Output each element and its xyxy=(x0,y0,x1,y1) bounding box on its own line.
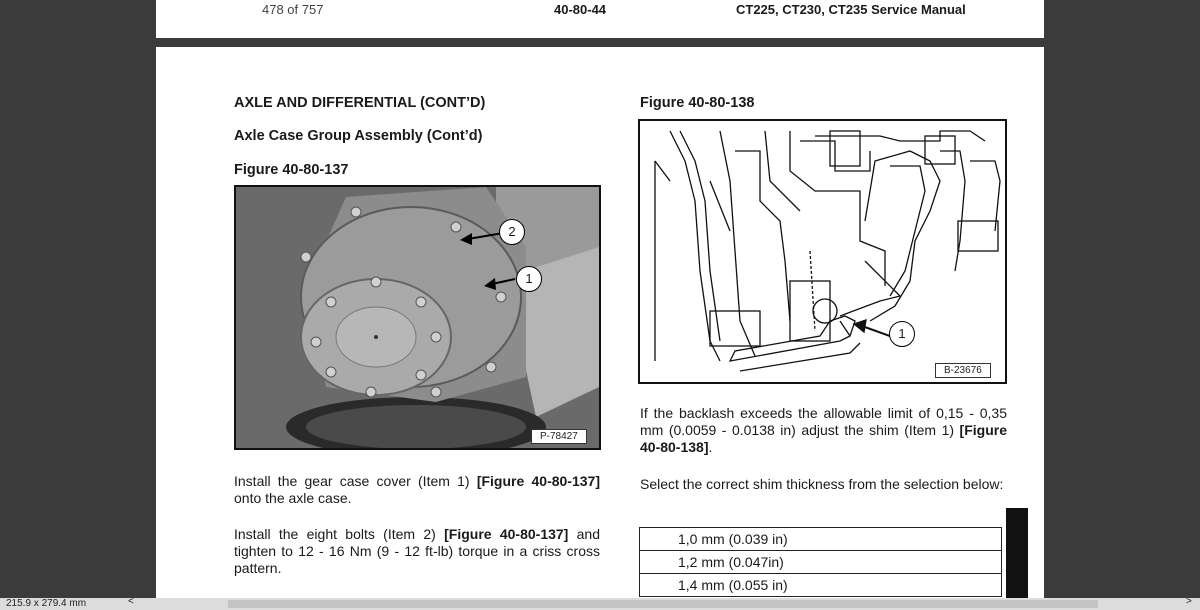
axle-photo-graphic xyxy=(236,187,599,448)
figure-reference: [Figure 40-80-137] xyxy=(476,473,600,489)
section-heading: AXLE AND DIFFERENTIAL (CONT’D) xyxy=(234,95,486,111)
figure-reference: [Figure 40-80-137] xyxy=(444,526,569,542)
page-header xyxy=(156,0,1044,38)
manual-title: CT225, CT230, CT235 Service Manual xyxy=(736,2,966,17)
para-text: . xyxy=(708,439,713,455)
page-counter: 478 of 757 xyxy=(262,2,324,17)
figure-138-caption: Figure 40-80-138 xyxy=(640,95,755,111)
select-shim-paragraph: Select the correct shim thickness from the selection below: xyxy=(640,476,1004,492)
section-number: 40-80-44 xyxy=(554,2,607,17)
callout-1: 1 xyxy=(889,321,915,347)
figure-137-photo xyxy=(234,185,601,450)
table-cell: 1,0 mm (0.039 in) xyxy=(640,528,1002,551)
scroll-left-arrow[interactable]: < xyxy=(128,596,134,607)
drawing-label: B-23676 xyxy=(935,363,991,378)
table-row xyxy=(640,551,1002,574)
backlash-paragraph xyxy=(640,405,1007,456)
status-bar xyxy=(0,598,1200,610)
para-text: Install the gear case cover (Item 1) xyxy=(234,473,477,489)
para-text: onto the axle case. xyxy=(234,490,352,506)
table-cell: 1,2 mm (0.047in) xyxy=(640,551,1002,574)
callout-1: 1 xyxy=(516,266,542,292)
horizontal-scrollbar[interactable] xyxy=(228,600,1098,608)
shim-cross-section-drawing xyxy=(640,121,1005,382)
document-page xyxy=(156,47,1044,598)
page-size-indicator: 215.9 x 279.4 mm xyxy=(6,598,87,609)
shim-thickness-table xyxy=(639,527,1002,597)
page-scrollbar-thumb[interactable] xyxy=(1006,508,1028,598)
scroll-right-arrow[interactable]: > xyxy=(1186,596,1192,607)
figure-reference: [Figure 40-80-138] xyxy=(640,422,1007,455)
figure-138-drawing xyxy=(638,119,1007,384)
table-cell: 1,4 mm (0.055 in) xyxy=(640,574,1002,597)
para-text: Install the eight bolts (Item 2) xyxy=(234,526,445,542)
para-text: If the backlash exceeds the allowable limit of 0,15 - 0,35 mm (0.0059 - 0.0138 in) adjust the shim (Item 1) xyxy=(640,405,1007,438)
install-bolts-paragraph xyxy=(234,526,600,577)
table-row xyxy=(640,574,1002,597)
table-row xyxy=(640,528,1002,551)
photo-label: P-78427 xyxy=(531,429,587,444)
callout-2: 2 xyxy=(499,219,525,245)
sub-heading: Axle Case Group Assembly (Cont’d) xyxy=(234,128,483,144)
figure-137-caption: Figure 40-80-137 xyxy=(234,162,349,178)
install-cover-paragraph xyxy=(234,473,600,507)
para-text: and tighten to 12 - 16 Nm (9 - 12 ft-lb) torque in a criss cross pattern. xyxy=(234,526,601,576)
